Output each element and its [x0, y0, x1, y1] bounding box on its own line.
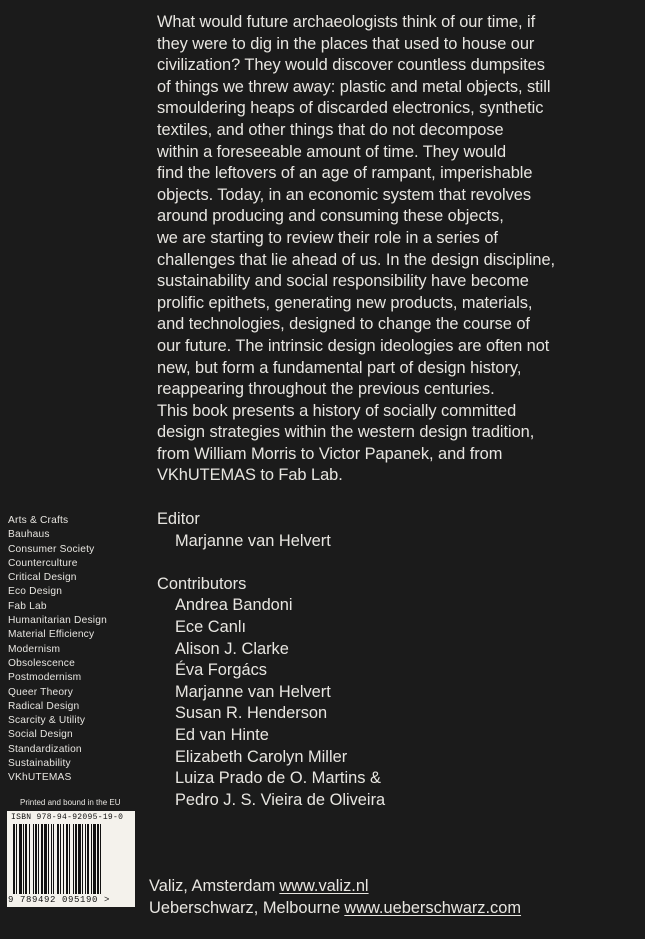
- contributor-name: Éva Forgács: [175, 661, 268, 680]
- keyword-item: Social Design: [8, 729, 73, 741]
- barcode-bar: [38, 824, 39, 894]
- publisher-link[interactable]: www.ueberschwarz.com: [344, 898, 522, 917]
- publisher-row: [149, 898, 521, 920]
- printed-note: Printed and bound in the EU: [20, 798, 121, 807]
- keyword-item: Standardization: [8, 743, 82, 755]
- barcode-bar: [23, 824, 24, 894]
- contributor-name: Ed van Hinte: [175, 725, 269, 744]
- barcode-bar: [29, 824, 30, 894]
- barcode-bar: [78, 824, 81, 894]
- keyword-item: Bauhaus: [8, 529, 50, 541]
- barcode-bar: [16, 824, 17, 894]
- credits: [157, 509, 385, 811]
- publisher-row: [149, 876, 521, 898]
- blurb-line: civilization? They would discover countless dumpsites: [157, 56, 545, 75]
- barcode-bar: [66, 824, 68, 894]
- blurb-line: prolific epithets, generating new products, materials,: [157, 293, 533, 312]
- blurb-line: new, but form a fundamental part of design history,: [157, 358, 522, 377]
- barcode-bar: [75, 824, 77, 894]
- contributor-name: Alison J. Clarke: [175, 639, 289, 658]
- blurb-line: from William Morris to Victor Papanek, and from: [157, 444, 503, 463]
- barcode-bar: [93, 824, 96, 894]
- blurb-line: within a foreseeable amount of time. They would: [157, 142, 507, 161]
- blurb-line: What would future archaeologists think of our time, if: [157, 13, 536, 31]
- keyword-item: Postmodernism: [8, 672, 82, 684]
- barcode-bar: [87, 824, 89, 894]
- keyword-item: Counterculture: [8, 557, 78, 569]
- barcode-bar: [13, 824, 15, 894]
- barcode-bar: [85, 824, 86, 894]
- contributor-name: Andrea Bandoni: [175, 596, 293, 615]
- keyword-item: Radical Design: [8, 700, 80, 712]
- isbn-barcode: [7, 811, 135, 907]
- barcode-bar: [69, 824, 70, 894]
- blurb-text: [157, 12, 597, 487]
- ean-digits: 9 789492 095190 >: [8, 895, 111, 905]
- keyword-item: Obsolescence: [8, 657, 75, 669]
- blurb-line: VKhUTEMAS to Fab Lab.: [157, 466, 343, 485]
- contributor-name: Ece Canlı: [175, 617, 247, 636]
- contributor-name: Elizabeth Carolyn Miller: [175, 747, 348, 766]
- publisher-link[interactable]: www.valiz.nl: [279, 877, 369, 895]
- blurb-line: find the leftovers of an age of rampant, imperishable: [157, 164, 533, 183]
- contributor-name: Marjanne van Helvert: [175, 682, 331, 701]
- blurb-line: smouldering heaps of discarded electronics, synthetic: [157, 99, 544, 118]
- barcode-bar: [33, 824, 34, 894]
- barcode-bar: [97, 824, 99, 894]
- blurb-line: design strategies within the western design tradition,: [157, 423, 535, 442]
- publisher-name: Valiz, Amsterdam: [149, 877, 276, 895]
- keyword-item: Sustainability: [8, 758, 71, 770]
- blurb-line: objects. Today, in an economic system that revolves: [157, 185, 532, 204]
- blurb-line: reappearing throughout the previous centuries.: [157, 380, 495, 399]
- keyword-item: Scarcity & Utility: [8, 715, 86, 727]
- isbn-label: ISBN 978-94-92095-19-0: [11, 813, 124, 822]
- blurb-line: our future. The intrinsic design ideologies are often not: [157, 336, 550, 355]
- keyword-list: [8, 514, 107, 786]
- barcode-bar: [91, 824, 92, 894]
- keyword-item: Queer Theory: [8, 686, 74, 698]
- barcode-bar: [41, 824, 43, 894]
- contributors-list: [157, 595, 385, 811]
- keyword-item: Material Efficiency: [8, 629, 95, 641]
- blurb-line: we are starting to review their role in a series of: [157, 228, 498, 247]
- contributor-name: Susan R. Henderson: [175, 704, 328, 723]
- contributor-name: Pedro J. S. Vieira de Oliveira: [175, 790, 386, 809]
- blurb-line: around producing and consuming these objects,: [157, 207, 504, 226]
- barcode-bar: [48, 824, 49, 894]
- barcode-bar: [63, 824, 64, 894]
- blurb-line: and technologies, designed to change the course of: [157, 315, 530, 334]
- blurb-line: challenges that lie ahead of us. In the design discipline,: [157, 250, 556, 269]
- barcode-bars: [13, 824, 131, 894]
- barcode-bar: [35, 824, 37, 894]
- keyword-item: VKhUTEMAS: [8, 772, 72, 784]
- blurb-line: sustainability and social responsibility have become: [157, 272, 529, 291]
- editor-name: Marjanne van Helvert: [175, 531, 331, 550]
- publisher-name: Ueberschwarz, Melbourne: [149, 898, 341, 917]
- barcode-bar: [44, 824, 47, 894]
- contributor-name: Luiza Prado de O. Martins &: [175, 769, 381, 788]
- blurb-line: they were to dig in the places that used to house our: [157, 34, 535, 53]
- keyword-item: Humanitarian Design: [8, 615, 107, 627]
- barcode-bar: [60, 824, 61, 894]
- publisher-list: [149, 876, 521, 919]
- blurb-line: of things we threw away: plastic and metal objects, still: [157, 77, 551, 96]
- editor-heading: Editor: [157, 510, 200, 528]
- barcode-bar: [19, 824, 22, 894]
- blurb-line: textiles, and other things that do not decompose: [157, 120, 504, 139]
- barcode-bar: [25, 824, 27, 894]
- contributors-heading: Contributors: [157, 574, 247, 593]
- barcode-bar: [100, 824, 101, 894]
- keyword-item: Modernism: [8, 643, 61, 655]
- barcode-bar: [73, 824, 74, 894]
- barcode-bar: [53, 824, 54, 894]
- keyword-item: Eco Design: [8, 586, 63, 598]
- keyword-item: Consumer Society: [8, 543, 95, 555]
- blurb-line: This book presents a history of socially committed: [157, 401, 517, 420]
- barcode-bar: [82, 824, 83, 894]
- barcode-bar: [57, 824, 59, 894]
- keyword-item: Fab Lab: [8, 600, 47, 612]
- keyword-item: Arts & Crafts: [8, 515, 69, 526]
- barcode-bar: [51, 824, 52, 894]
- keyword-item: Critical Design: [8, 572, 77, 584]
